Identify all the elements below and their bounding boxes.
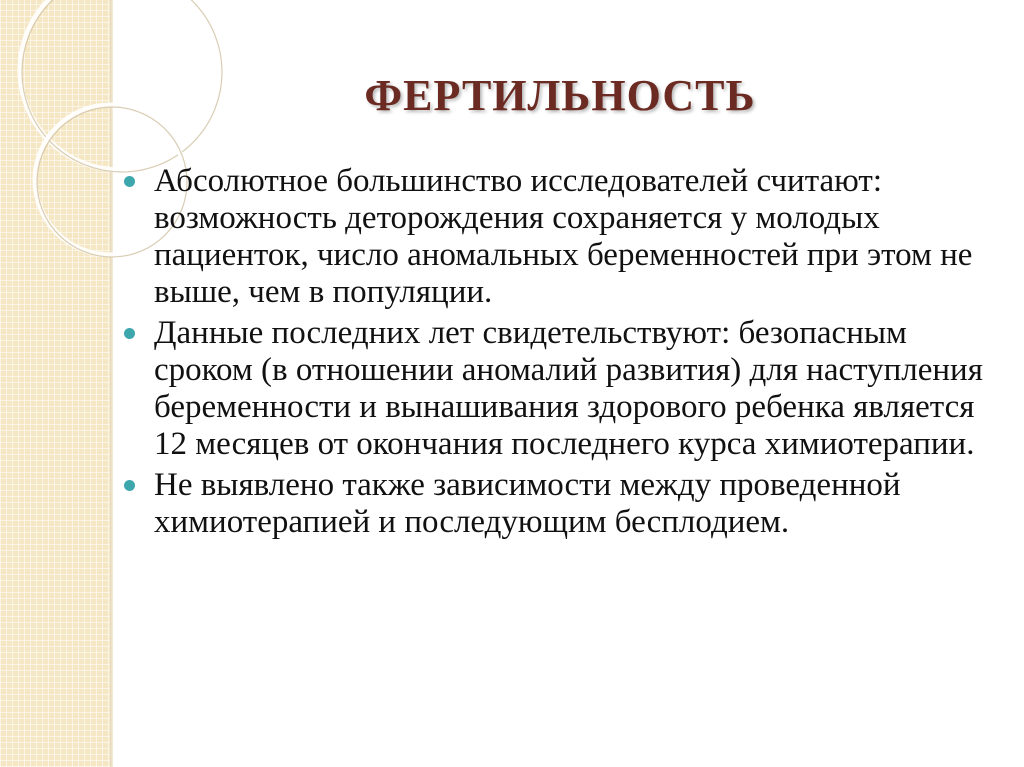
bullet-text: Не выявлено также зависимости между проведенной химиотерапией и последующим бесплодием. (154, 467, 901, 540)
bullet-dot-icon (124, 328, 135, 339)
bullet-item (122, 315, 1002, 463)
bullet-dot-icon (124, 480, 135, 491)
slide-title: ФЕРТИЛЬНОСТЬ (364, 71, 756, 120)
bullet-dot-icon (124, 176, 135, 187)
bullet-list (122, 163, 1002, 545)
bullet-item (122, 163, 1002, 311)
bullet-text: Данные последних лет свидетельствуют: безопасным сроком (в отношении аномалий развития) для наступления беременности и вынашивания здорового ребенка является 12 месяцев от окончания последнего курса химиотерапии. (154, 315, 983, 462)
bullet-item (122, 467, 1002, 541)
bullet-text: Абсолютное большинство исследователей считают: возможность деторождения сохраняется у молодых пациенток, число аномальных беременностей при этом не выше, чем в популяции. (154, 163, 973, 310)
